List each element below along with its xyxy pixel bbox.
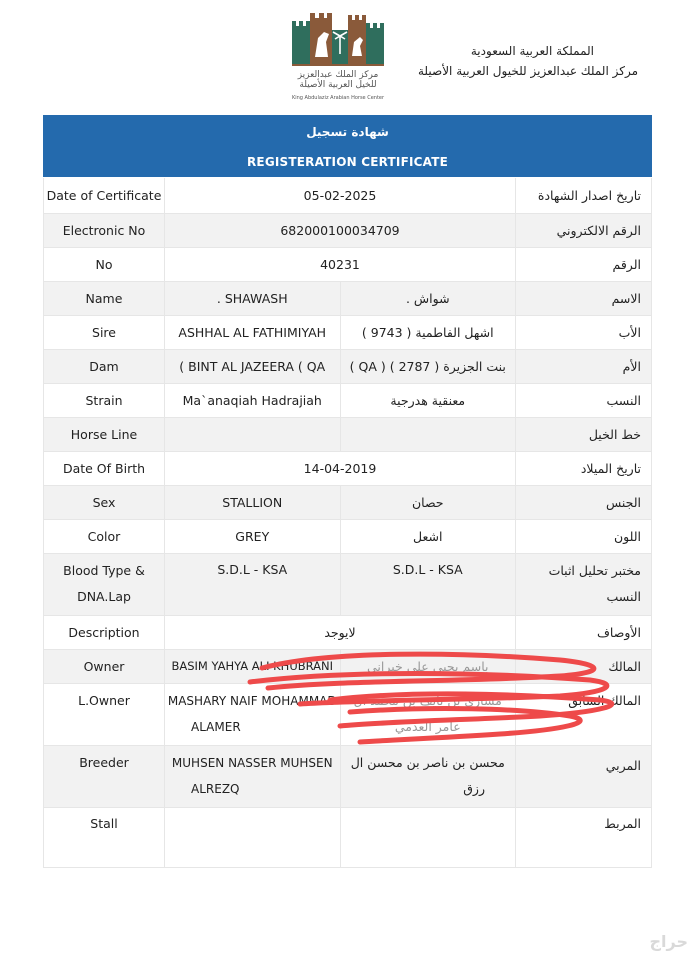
value-ar-line2: عامر العدمي — [394, 719, 461, 734]
label-en: Dam — [44, 349, 165, 383]
row-horse-line — [44, 417, 652, 451]
label-ar — [516, 553, 652, 615]
label-ar-line2: النسب — [606, 589, 641, 604]
label-en-line2: DNA.Lap — [77, 589, 131, 604]
label-ar: المربي — [516, 745, 652, 807]
label-ar: اللون — [516, 519, 652, 553]
label-en: Electronic No — [44, 213, 165, 247]
logo-arabic-line2: للخيل العربية الأصيلة — [299, 80, 377, 90]
label-en: Sire — [44, 315, 165, 349]
label-ar: الأب — [516, 315, 652, 349]
certificate-title-arabic: شهادة تسجيل — [306, 125, 389, 139]
value-en: STALLION — [165, 485, 341, 519]
value-ar: حصان — [340, 485, 516, 519]
value-en-line1: MUHSEN NASSER MUHSEN — [171, 756, 333, 770]
value: لايوجد — [165, 615, 516, 649]
value-ar-line2: رزق — [463, 781, 485, 796]
center-title-arabic: مركز الملك عبدالعزيز للخيول العربية الأصيلة — [417, 64, 638, 78]
castle-horse-palm-icon — [288, 12, 388, 70]
label-en: Date of Certificate — [44, 178, 165, 213]
value-en — [165, 745, 341, 807]
value-en: GREY — [165, 519, 341, 553]
value-en-empty — [165, 417, 341, 451]
value-en-line2: ALREZQ — [191, 782, 240, 796]
value: 682000100034709 — [165, 213, 516, 247]
value-ar: شواش . — [340, 281, 516, 315]
row-sire — [44, 315, 652, 349]
label-en-line1: Blood Type & — [63, 563, 145, 578]
row-sex — [44, 485, 652, 519]
row-description — [44, 615, 652, 649]
value-en: ( BINT AL JAZEERA ( QA — [165, 349, 341, 383]
value-en: BASIM YAHYA ALI KHUBRANI — [165, 649, 341, 683]
value-ar: اشعل — [340, 519, 516, 553]
label-ar: تاريخ الميلاد — [516, 451, 652, 485]
value-en: . SHAWASH — [165, 281, 341, 315]
row-dam — [44, 349, 652, 383]
label-ar: الاسم — [516, 281, 652, 315]
row-name — [44, 281, 652, 315]
label-ar: تاريخ اصدار الشهادة — [516, 178, 652, 213]
row-breeder — [44, 745, 652, 807]
row-strain — [44, 383, 652, 417]
row-color — [44, 519, 652, 553]
label-ar: النسب — [516, 383, 652, 417]
value-en-line1: MASHARY NAIF MOHAMMAD — [167, 694, 337, 708]
value-ar: S.D.L - KSA — [340, 553, 516, 615]
label-en: Description — [44, 615, 165, 649]
label-ar: الأم — [516, 349, 652, 383]
certificate-table — [43, 178, 652, 868]
value-ar-line1: محسن بن ناصر بن محسن ال — [350, 755, 505, 770]
label-ar: المالك السابق — [516, 683, 652, 745]
label-ar: الأوصاف — [516, 615, 652, 649]
value: 05-02-2025 — [165, 178, 516, 213]
value-en: Ma`anaqiah Hadrajiah — [165, 383, 341, 417]
label-ar: المربط — [516, 807, 652, 867]
row-date-of-certificate — [44, 178, 652, 213]
center-logo — [288, 12, 388, 107]
label-en: Color — [44, 519, 165, 553]
row-no — [44, 247, 652, 281]
label-en: Breeder — [44, 745, 165, 807]
label-ar: الرقم الالكتروني — [516, 213, 652, 247]
label-en: Sex — [44, 485, 165, 519]
label-en — [44, 553, 165, 615]
value-en: S.D.L - KSA — [165, 553, 341, 615]
value-en-empty — [165, 807, 341, 867]
logo-arabic-line1: مركز الملك عبدالعزيز — [297, 70, 379, 80]
row-date-of-birth — [44, 451, 652, 485]
certificate-banner — [43, 115, 652, 177]
label-ar: خط الخيل — [516, 417, 652, 451]
value-ar — [340, 683, 516, 745]
value: 40231 — [165, 247, 516, 281]
row-electronic-no — [44, 213, 652, 247]
value-ar — [340, 745, 516, 807]
label-en: Date Of Birth — [44, 451, 165, 485]
value-ar-empty — [340, 807, 516, 867]
certificate-title-english: REGISTERATION CERTIFICATE — [246, 155, 448, 169]
label-ar-line1: مختبر تحليل اثبات — [548, 563, 641, 578]
label-en: Name — [44, 281, 165, 315]
label-en: L.Owner — [44, 683, 165, 745]
value-ar: بنت الجزيرة ( 2787 ) ( QA ) — [340, 349, 516, 383]
row-owner — [44, 649, 652, 683]
value-en: ASHHAL AL FATHIMIYAH — [165, 315, 341, 349]
value-en — [165, 683, 341, 745]
label-en: No — [44, 247, 165, 281]
value-ar-line1: مشاري بن نايف بن محمد ال — [353, 693, 502, 708]
value-en-line2: ALAMER — [191, 720, 241, 734]
label-en: Owner — [44, 649, 165, 683]
label-en: Horse Line — [44, 417, 165, 451]
row-stall — [44, 807, 652, 867]
logo-english-text: King Abdulaziz Arabian Horse Center — [291, 95, 385, 101]
label-ar: الجنس — [516, 485, 652, 519]
row-blood-type — [44, 553, 652, 615]
label-en: Strain — [44, 383, 165, 417]
value-ar: اشهل الفاطمية ( 9743 ) — [340, 315, 516, 349]
row-l-owner — [44, 683, 652, 745]
value-ar-empty — [340, 417, 516, 451]
value-ar: معنقية هدرجية — [340, 383, 516, 417]
label-ar: الرقم — [516, 247, 652, 281]
kingdom-title: المملكة العربية السعودية — [470, 44, 594, 58]
value: 14-04-2019 — [165, 451, 516, 485]
label-ar: المالك — [516, 649, 652, 683]
watermark-text: حراج — [649, 932, 688, 951]
label-en: Stall — [44, 807, 165, 867]
value-ar: باسم يحيى علي خبراني — [340, 649, 516, 683]
